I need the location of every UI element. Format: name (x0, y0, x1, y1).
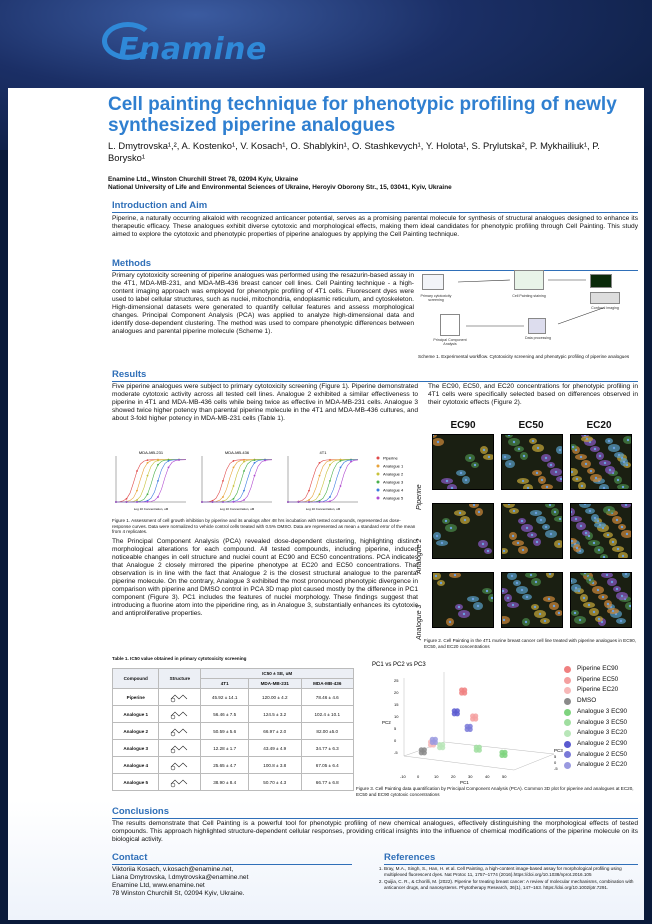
col-ec90: EC90 (450, 420, 476, 431)
data-point (168, 467, 170, 469)
legend-marker (564, 666, 571, 673)
data-point (308, 490, 310, 492)
data-point (126, 501, 128, 503)
structure-icon (159, 740, 201, 757)
authors: L. Dmytrovska¹,², A. Kostenko¹, V. Kosach¹, O. Shablykin¹, O. Stashkevych¹, Y. Holota¹, S. Prylutska², P. Mykhailiuk¹, P. Borysko¹ (108, 140, 600, 163)
legend-item (564, 750, 646, 761)
th-mdamb436: MDA-MB-436 (301, 679, 354, 689)
references-heading: References (384, 852, 436, 863)
data-point (233, 501, 235, 503)
x-tick: 50 (502, 774, 507, 779)
table-row (113, 689, 354, 706)
x-tick: 10 (434, 774, 439, 779)
data-point (115, 501, 117, 503)
reference-1[interactable]: 1. Bray, M.A., Singh, S., Han, H. et al. Cell Painting, a high-content image-based assay for morphological profiling using multiplexed fluorescent dyes. Nat Protoc 11, 1757–1774 (2016).https://doi.org/10.1038/nprot.2016.105 (384, 866, 638, 877)
data-point (147, 475, 149, 477)
contact-heading: Contact (112, 852, 148, 863)
row-analogue-2: Analogue 2 (416, 538, 423, 574)
structure-icon (159, 774, 201, 791)
y-tick: -5 (394, 750, 398, 755)
table-cell-value: 124.5 ± 3.2 (249, 706, 301, 723)
pca-point (440, 745, 445, 750)
data-point (329, 500, 331, 502)
contact-line-3[interactable]: Enamine Ltd, www.enamine.net (112, 882, 205, 889)
x-tick: 20 (451, 774, 456, 779)
data-point (157, 496, 159, 498)
legend-label: Analogue 3 EC20 (577, 729, 628, 737)
data-point (178, 459, 180, 461)
methods-text: Primary cytotoxicity screening of piperine analogues was performed using the resazurin-based assay in the 4T1, MDA-MB-231, and MDA-MB-436 breast cancer cell lines. Cell Painting technique - a high-content imaging approach was employed for phenotypic profiling of 4T1 cells. Fluorescent dyes were used to label cellular structures, such as nuclei, mitochondria, endoplasmic reticulum, and cytoskeleton. High-dimensional datasets were generated to quantify cellular features and assess morphological changes. Principal Component Analysis (PCA) was applied to analyze high-dimensional data and identify dose-dependent clustering. The method was used to compare phenotypic differences between analogues and parental piperine molecule (Scheme 1). (112, 272, 414, 335)
data-point (201, 501, 203, 503)
data-point (222, 496, 224, 498)
contact-divider (112, 864, 352, 865)
data-point (319, 462, 321, 464)
row-analogue-3: Analogue 3 (416, 604, 423, 640)
affiliation-2: National University of Life and Environmental Sciences of Ukraine, Heroyiv Oborony Str., 15, 03041, Kyiv, Ukraine (108, 184, 452, 191)
enamine-logo: Enamine (118, 32, 267, 67)
data-point (147, 459, 149, 461)
pca-svg (364, 658, 564, 784)
scheme-caption: Scheme 1. Experimental workflow. Cytotoxicity screening and phenotypic profiling of piperine analogues (418, 354, 630, 359)
contact-block (112, 866, 312, 898)
col-ec50: EC50 (518, 420, 544, 431)
data-point (254, 459, 256, 461)
legend-label: Analogue 3 EC90 (577, 707, 628, 715)
legend-marker (377, 457, 380, 460)
microscopy-image (570, 572, 632, 628)
pca-title: PC1 vs PC2 vs PC3 (372, 662, 426, 668)
table-cell-value: 102.4 ± 10.1 (301, 706, 354, 723)
legend-marker (377, 481, 380, 484)
table-cell-value: 67.05 ± 6.4 (301, 757, 354, 774)
intro-heading: Introduction and Aim (112, 200, 208, 211)
table-cell-value: 120.00 ± 4.2 (249, 689, 301, 706)
legend-item (564, 685, 646, 696)
figure-2-caption: Figure 2. Cell Painting in the 4T1 murine breast cancer cell line treated with piperine analogues in EC90, EC50, and EC20 concentrations (424, 638, 636, 649)
panel-title: MDA-MB-436 (224, 450, 250, 455)
z-tick: 5 (554, 754, 557, 759)
table-cell-value: 45.92 ± 14.1 (201, 689, 249, 706)
pca-point (455, 711, 460, 716)
scheme-label-screening: Primary cytotoxicity screening (420, 294, 452, 302)
table-cell-compound: Piperine (113, 689, 159, 706)
data-point (287, 501, 289, 503)
data-point (126, 498, 128, 500)
th-4t1: 4T1 (201, 679, 249, 689)
contact-line-1[interactable]: Viktoriia Kosach, v.kosach@enamine.net, (112, 866, 234, 873)
legend-item (564, 739, 646, 750)
y-tick: 0 (394, 738, 397, 743)
legend-label: Analogue 3 (383, 479, 404, 485)
affiliations (108, 176, 628, 192)
structure-icon (159, 689, 201, 706)
references-divider (384, 864, 638, 865)
data-point (340, 460, 342, 462)
series-line (202, 460, 272, 502)
th-structure: Structure (159, 669, 201, 689)
y-tick: 15 (394, 702, 399, 707)
structure-icon (159, 757, 201, 774)
legend-marker (564, 677, 571, 684)
intro-divider (112, 212, 638, 213)
legend-label: Piperine (383, 455, 398, 461)
legend-label: Analogue 2 EC20 (577, 761, 628, 769)
dose-response-svg (110, 448, 420, 518)
table-cell-value: 43.49 ± 4.9 (249, 740, 301, 757)
x-label: Log 10 Concentration, uM (219, 507, 255, 511)
y-tick: 25 (394, 678, 399, 683)
pca-legend (564, 664, 646, 771)
data-point (243, 490, 245, 492)
legend-marker (564, 730, 571, 737)
table-cell-value: 25.65 ± 4.7 (201, 757, 249, 774)
data-point (157, 460, 159, 462)
legend-marker (377, 497, 380, 500)
legend-marker (377, 489, 380, 492)
legend-item (564, 675, 646, 686)
data-point (329, 496, 331, 498)
microscopy-image (570, 434, 632, 490)
reference-2[interactable]: 2. Quijia, C. R., & Chorilli, M. (2022). Piperine for treating breast cancer: A review of molecular mechanisms, combination with anticancer drugs, and nanosystems. Phytotherapy Research, 36(1), 147–163. https://doi.org/10.1002/ptr.7291. (384, 879, 638, 890)
legend-marker (564, 741, 571, 748)
data-point (222, 480, 224, 482)
data-point (157, 480, 159, 482)
table-cell-value: 66.77 ± 6.8 (301, 774, 354, 791)
x-tick: 0 (417, 774, 420, 779)
affiliation-1: Enamine Ltd., Winston Churchill Street 78, 02094 Kyiv, Ukraine (108, 176, 299, 183)
intro-text: Piperine, a naturally occurring alkaloid with recognized anticancer potential, serves as a promising parental molecule for synthesis of structural analogues designed to enhance its therapeutic efficacy. These analogues exhibit diverse cytotoxic and morphological effects, making them ideal candidates for phenotypic profiling through Cell Painting. This study aimed to explore the cytotoxic and phenotypic properties of piperine analogues by applying the Cell Painting technique. (112, 215, 638, 238)
legend-marker (564, 687, 571, 694)
th-mdamb231: MDA-MB-231 (249, 679, 301, 689)
table-cell-value: 34.77 ± 6.3 (301, 740, 354, 757)
data-point (157, 464, 159, 466)
x-tick: -10 (400, 774, 406, 779)
table-row (113, 706, 354, 723)
pca-point (502, 753, 507, 758)
data-point (243, 461, 245, 463)
z-tick: 0 (554, 760, 557, 765)
legend-label: Analogue 2 (383, 471, 404, 477)
table-cell-compound: Analogue 1 (113, 706, 159, 723)
legend-label: Analogue 2 EC90 (577, 739, 628, 747)
legend-marker (564, 719, 571, 726)
table-cell-value: 56.46 ± 7.5 (201, 706, 249, 723)
ic50-table (112, 668, 354, 791)
data-point (298, 501, 300, 503)
data-point (329, 480, 331, 482)
data-point (243, 459, 245, 461)
row-piperine: Piperine (416, 484, 423, 510)
data-point (319, 493, 321, 495)
pca-point (477, 748, 482, 753)
pca-point (433, 740, 438, 745)
table-cell-value: 50.59 ± 5.6 (201, 723, 249, 740)
legend-label: Analogue 2 EC50 (577, 750, 628, 758)
data-point (264, 460, 266, 462)
legend-item (564, 728, 646, 739)
data-point (329, 464, 331, 466)
y-tick: 10 (394, 714, 399, 719)
structure-icon (159, 706, 201, 723)
data-point (350, 461, 352, 463)
scheme-arrows (418, 268, 638, 354)
data-point (147, 462, 149, 464)
series-line (202, 460, 272, 502)
legend-label: Analogue 1 (383, 463, 404, 469)
legend-marker (564, 762, 571, 769)
scheme-1 (418, 268, 638, 354)
y-tick: 20 (394, 690, 399, 695)
microscopy-image (501, 572, 563, 628)
table-cell-compound: Analogue 5 (113, 774, 159, 791)
table-cell-value: 12.28 ± 1.7 (201, 740, 249, 757)
table-cell-value: 38.90 ± 8.4 (201, 774, 249, 791)
table-cell-value: 82.00 ±5.0 (301, 723, 354, 740)
th-compound: Compound (113, 669, 159, 689)
pca-point (422, 750, 427, 755)
table-row (113, 757, 354, 774)
legend-item (564, 664, 646, 675)
series-line (202, 460, 272, 502)
structure-icon (159, 723, 201, 740)
legend-item (564, 696, 646, 707)
data-point (329, 460, 331, 462)
table-row (113, 774, 354, 791)
data-point (254, 475, 256, 477)
figure-1-caption: Figure 1. Assessment of cell growth inhibition by piperine and its analogs after 48 hrs incubation with tested compounds, represented as dose-response curves. Data were normalized to vehicle control cells treated with 0.5% DMSO. Data are represented as mean ± standard error of the mean from 4 replicates. (112, 518, 416, 535)
results-heading: Results (112, 369, 147, 380)
data-point (147, 501, 149, 503)
data-point (212, 501, 214, 503)
legend-label: DMSO (577, 697, 597, 705)
pca-point (473, 716, 478, 721)
microscopy-image (570, 503, 632, 559)
col-ec20: EC20 (586, 420, 612, 431)
table-cell-compound: Analogue 3 (113, 740, 159, 757)
data-point (136, 490, 138, 492)
contact-line-2[interactable]: Liana Dmytrovska, l.dmytrovska@enamine.net (112, 874, 249, 881)
figure-3-caption: Figure 3. Cell Painting data quantification by Principal Component Analysis (PCA). Common 3D plot for piperine and analogues at EC20, EC50 and EC90 cytotoxic concentrations (356, 786, 634, 797)
legend-label: Piperine EC90 (577, 665, 619, 672)
microscopy-image (501, 434, 563, 490)
table-caption: Table 1. IC50 value obtained in primary cytotoxicity screening (112, 656, 247, 661)
scheme-label-pca: Principal Component Analysis (433, 338, 467, 346)
legend-label: Analogue 3 EC50 (577, 718, 628, 726)
table-cell-compound: Analogue 4 (113, 757, 159, 774)
scheme-label-processing: Data processing (525, 336, 551, 340)
methods-heading: Methods (112, 258, 152, 269)
legend-item (564, 760, 646, 771)
references-list (376, 866, 638, 892)
data-point (233, 498, 235, 500)
z-tick: -5 (554, 766, 558, 771)
legend-label: Analogue 5 (383, 495, 404, 501)
data-point (308, 501, 310, 503)
table-cell-compound: Analogue 2 (113, 723, 159, 740)
table-row (113, 723, 354, 740)
results-divider (112, 381, 638, 382)
x-label: Log 10 Concentration, uM (305, 507, 341, 511)
table-cell-value: 100.8 ± 3.8 (249, 757, 301, 774)
conclusions-text: The results demonstrate that Cell Painting is a powerful tool for phenotypic profiling of new chemical analogues, effectively distinguishing the morphological effects of tested compounds. This approach highlighted structure-dependent cellular responses, providing critical insights into the influence of chemical modifications of the piperine molecule on its biological activity. (112, 820, 638, 843)
data-point (319, 475, 321, 477)
series-line (116, 460, 186, 502)
legend-label: Analogue 4 (383, 487, 404, 493)
data-point (136, 499, 138, 501)
poster-title: Cell painting technique for phenotypic profiling of newly synthesized piperine analogues (108, 94, 617, 136)
x-label: Log 10 Concentration, uM (133, 507, 169, 511)
scheme-label-staining: Cell Painting staining (512, 294, 546, 298)
microscopy-image (432, 434, 494, 490)
scheme-label-imaging: Confocal imaging (591, 306, 619, 310)
legend-item (564, 707, 646, 718)
panel-title: MDA-MB-231 (138, 450, 164, 455)
table-cell-value: 50.70 ± 4.3 (249, 774, 301, 791)
conclusions-divider (112, 818, 638, 819)
legend-marker (377, 465, 380, 468)
table-cell-value: 78.46 ± 4.6 (301, 689, 354, 706)
data-point (233, 485, 235, 487)
contact-line-4: 78 Winston Churchill St, 02094 Kyiv, Ukraine. (112, 890, 245, 897)
panel-title: 4T1 (319, 450, 327, 455)
data-point (222, 501, 224, 503)
table-row (113, 740, 354, 757)
results-text-2: The EC90, EC50, and EC20 concentrations for phenotypic profiling in 4T1 cells were specifically selected based on differences observed in their cytotoxic effects (Figure 2). (428, 383, 638, 406)
x-axis-label: PC1 (460, 780, 469, 784)
results-text-1: Five piperine analogues were subject to primary cytotoxicity screening (Figure 1). Piperine demonstrated moderate cytotoxic activity across all tested cell lines. Analogue 2 exhibited a similar effectiveness to piperine in 4T1 and MDA-MB-436 cells while being twice as effective in MDA-MB-231 cells. Analogue 3 showed twice higher potency than parental piperine molecule in the 4T1 and MDA-MB-436 cultures, and about 3-fold higher potency in MDA-MB-231 cells (Table 1). (112, 383, 418, 422)
x-tick: 40 (485, 774, 490, 779)
data-point (319, 501, 321, 503)
pca-point (462, 690, 467, 695)
results-text-3: The Principal Component Analysis (PCA) revealed dose-dependent clustering, highlighting distinct morphological alterations for each compound. All tested compounds, including piperine, induced noticeable changes in cell structure and nuclei count at EC90 and EC50 concentrations. PCA indicates that Analogue 2 closely mirrored the piperine phenotype at EC20 and EC50 concentrations. That observation is in line with the fact that Analogue 2 is the closest structural analogue to the parental piperine molecule. On the contrary, Analogue 3 exhibited the most pronounced phenotypic divergence in comparison with piperine and DMSO control in PCA 3D map plot caused mostly by the difference in PC1 component (Figure 3). PC1 includes the features of nuclei morphology. These findings suggest that introducing a fluorine atom into the piperidine ring, as in Analogue 3, substantially enhances its cytotoxic and antiproliferative properties. (112, 538, 418, 617)
legend-marker (564, 709, 571, 716)
z-axis-label: PC3 (554, 748, 563, 753)
conclusions-heading: Conclusions (112, 806, 170, 817)
figure-2-microscopy (416, 420, 642, 640)
series-line (202, 460, 272, 502)
data-point (243, 470, 245, 472)
data-point (147, 493, 149, 495)
data-point (233, 467, 235, 469)
data-point (340, 485, 342, 487)
pca-axes (404, 672, 554, 770)
legend-label: Piperine EC20 (577, 686, 619, 694)
data-point (136, 501, 138, 503)
legend-item (564, 718, 646, 729)
y-axis-label: PC2 (382, 720, 391, 725)
legend-marker (564, 698, 571, 705)
data-point (340, 467, 342, 469)
data-point (136, 470, 138, 472)
series-line (202, 460, 272, 502)
microscopy-image (432, 572, 494, 628)
legend-label: Piperine EC50 (577, 675, 619, 683)
table-cell-value: 66.97 ± 2.0 (249, 723, 301, 740)
legend-marker (564, 751, 571, 758)
microscopy-image (432, 503, 494, 559)
data-point (308, 499, 310, 501)
legend-marker (377, 473, 380, 476)
pca-point (468, 727, 473, 732)
th-group: IC50 ± SE, uM (201, 669, 354, 679)
figure-1-charts (110, 448, 420, 518)
data-point (168, 460, 170, 462)
y-tick: 5 (394, 726, 397, 731)
microscopy-image (501, 503, 563, 559)
data-point (243, 499, 245, 501)
series-line (202, 460, 272, 502)
data-point (233, 460, 235, 462)
data-point (254, 462, 256, 464)
data-point (350, 459, 352, 461)
x-tick: 30 (468, 774, 473, 779)
